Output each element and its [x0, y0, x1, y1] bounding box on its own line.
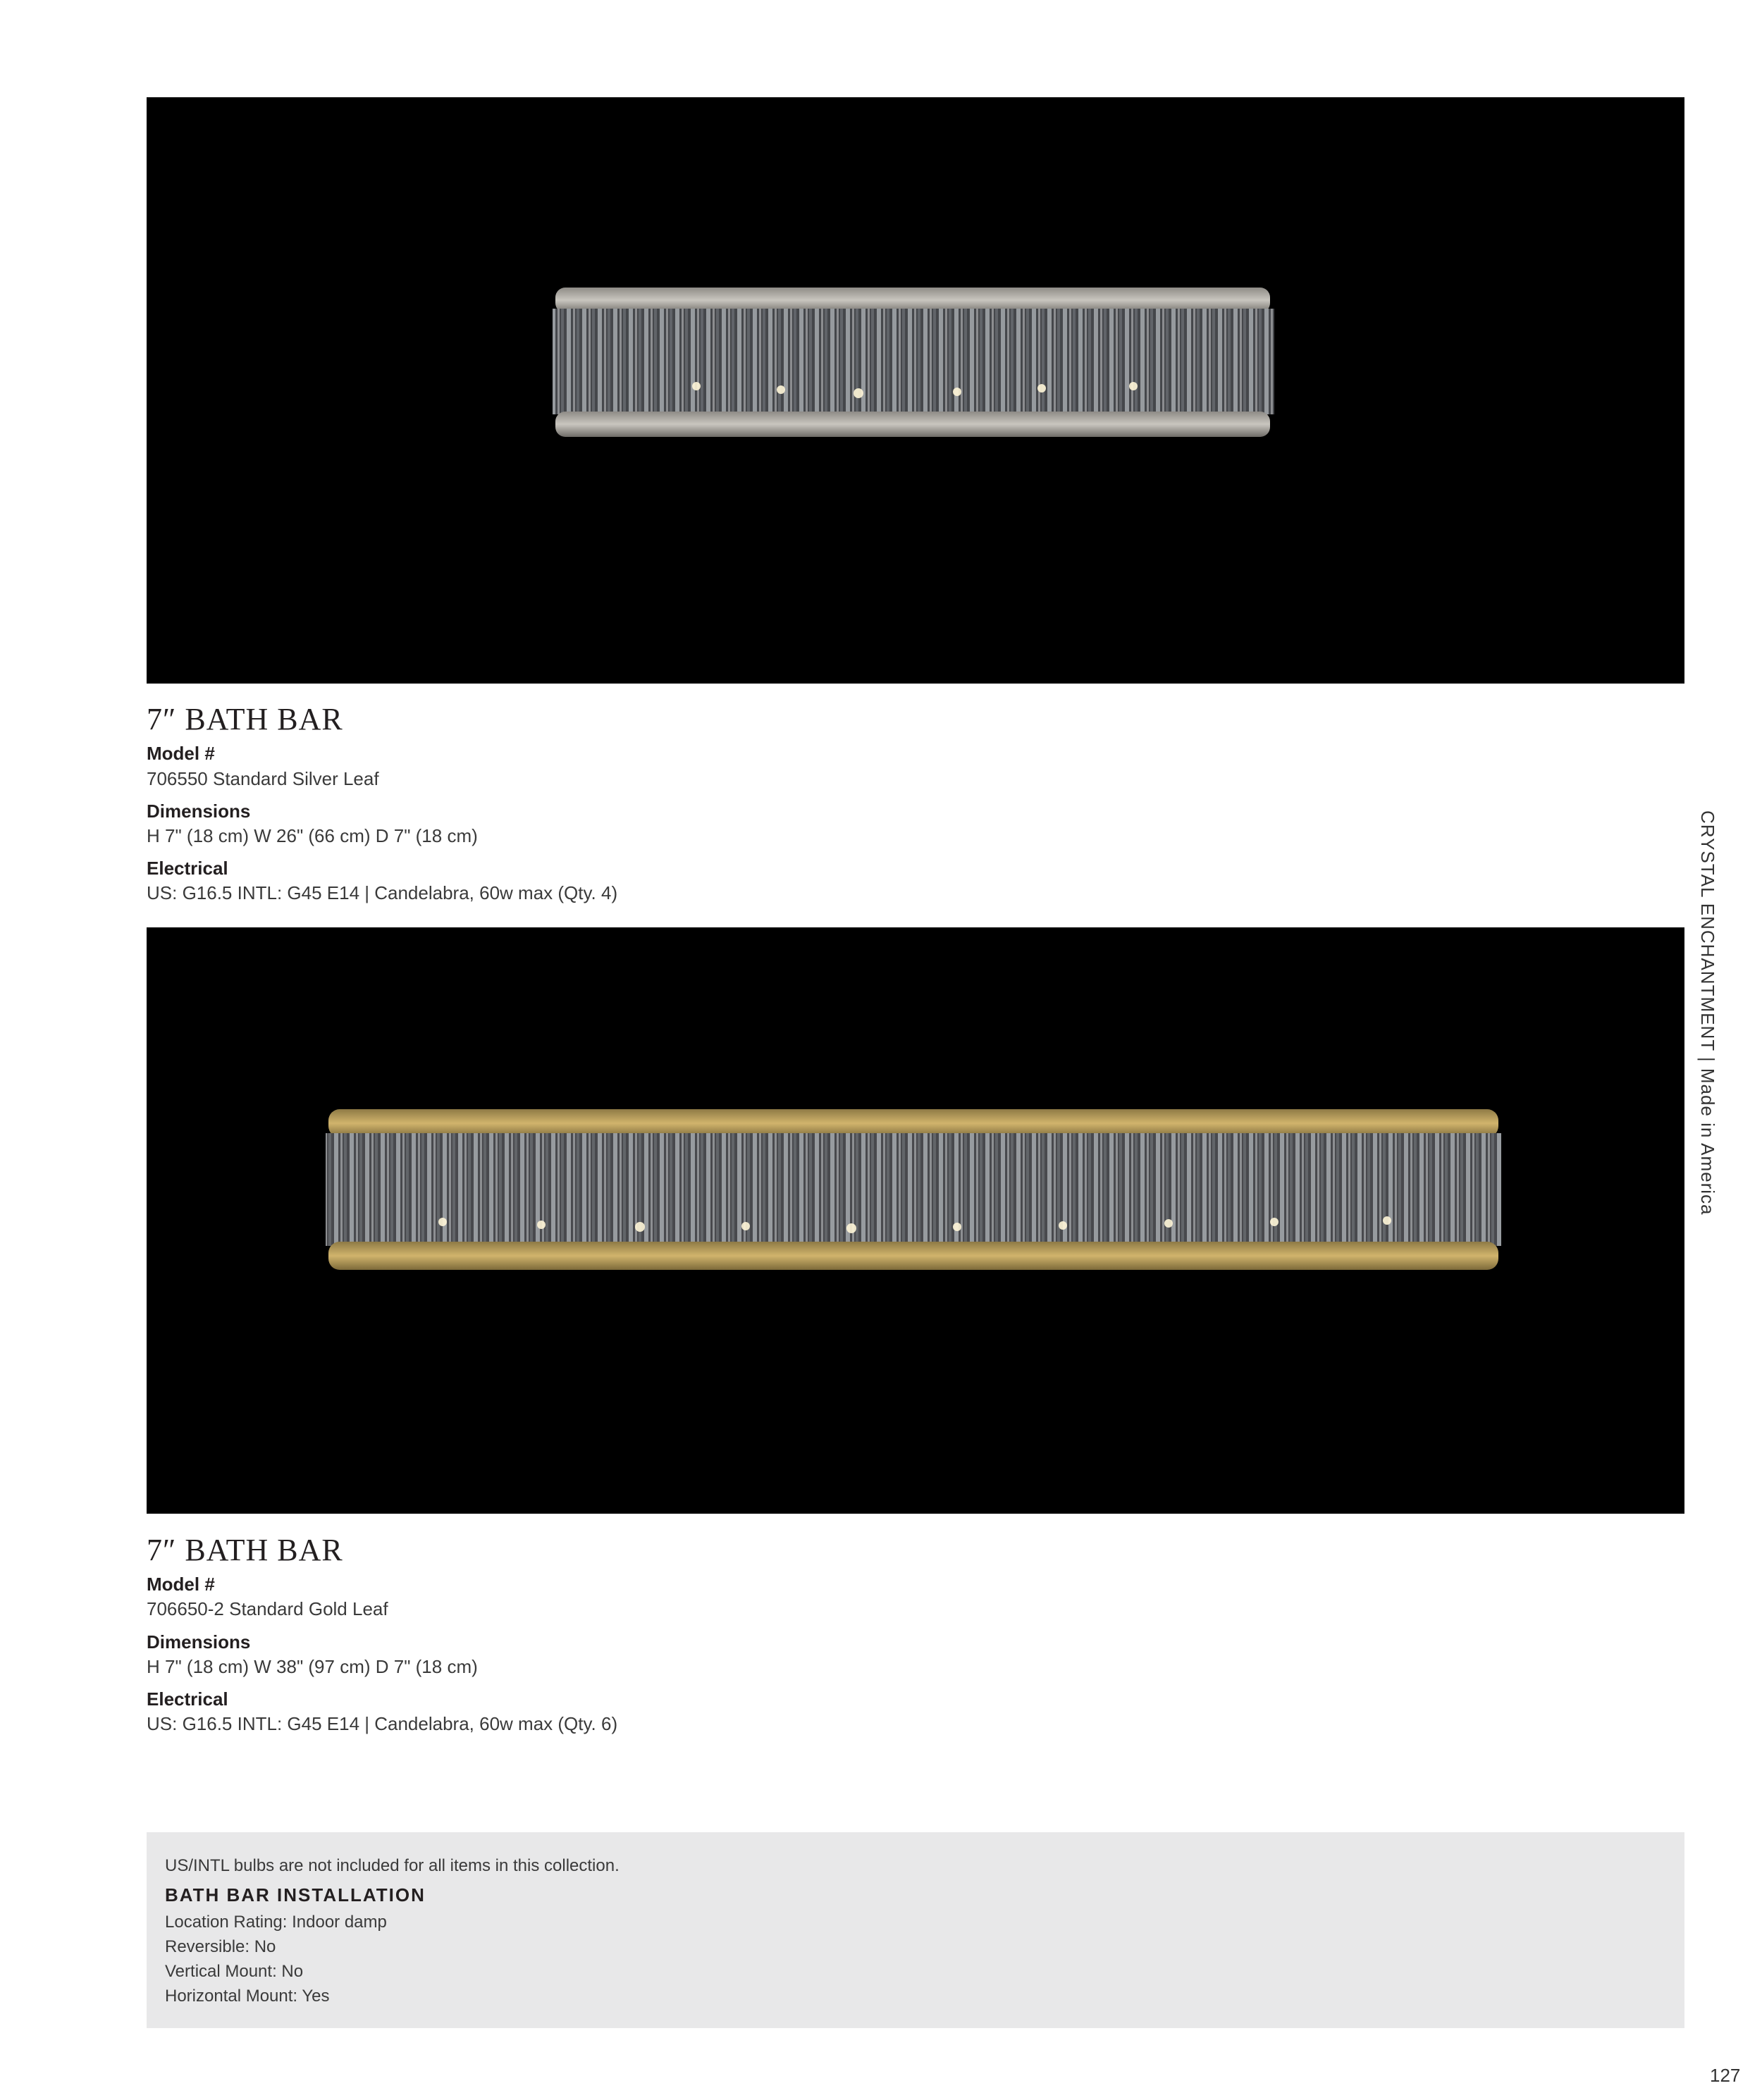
installation-heading: BATH BAR INSTALLATION — [165, 1884, 426, 1906]
product-photo-gold-bath-bar — [147, 927, 1684, 1514]
installation-line: Horizontal Mount: Yes — [165, 1987, 330, 2006]
product-photo-silver-bath-bar — [147, 97, 1684, 684]
model-value: 706550 Standard Silver Leaf — [147, 768, 379, 789]
installation-line: Vertical Mount: No — [165, 1962, 304, 1981]
electrical-value: US: G16.5 INTL: G45 E14 | Candelabra, 60w max (Qty. 6) — [147, 1713, 618, 1734]
product-title: 7″ BATH BAR — [147, 702, 343, 736]
installation-line: Reversible: No — [165, 1937, 276, 1956]
page-number: 127 — [1710, 2065, 1741, 2086]
silver-bath-bar-image — [147, 97, 1684, 684]
dimensions-value: H 7" (18 cm) W 26" (66 cm) D 7" (18 cm) — [147, 825, 478, 846]
installation-line: Location Rating: Indoor damp — [165, 1913, 387, 1932]
dimensions-value: H 7" (18 cm) W 38" (97 cm) D 7" (18 cm) — [147, 1656, 478, 1677]
product-title: 7″ BATH BAR — [147, 1533, 343, 1567]
collection-side-caption: CRYSTAL ENCHANTMENT | Made in America — [1697, 810, 1718, 1216]
model-value: 706650-2 Standard Gold Leaf — [147, 1598, 388, 1619]
electrical-label: Electrical — [147, 858, 228, 879]
gold-bath-bar-image — [147, 927, 1684, 1514]
installation-note-box — [147, 1832, 1684, 2028]
dimensions-label: Dimensions — [147, 801, 251, 822]
electrical-value: US: G16.5 INTL: G45 E14 | Candelabra, 60w max (Qty. 4) — [147, 882, 618, 903]
bulbs-note: US/INTL bulbs are not included for all items in this collection. — [165, 1856, 620, 1875]
dimensions-label: Dimensions — [147, 1631, 251, 1653]
model-label: Model # — [147, 1574, 215, 1595]
electrical-label: Electrical — [147, 1688, 228, 1710]
model-label: Model # — [147, 743, 215, 764]
